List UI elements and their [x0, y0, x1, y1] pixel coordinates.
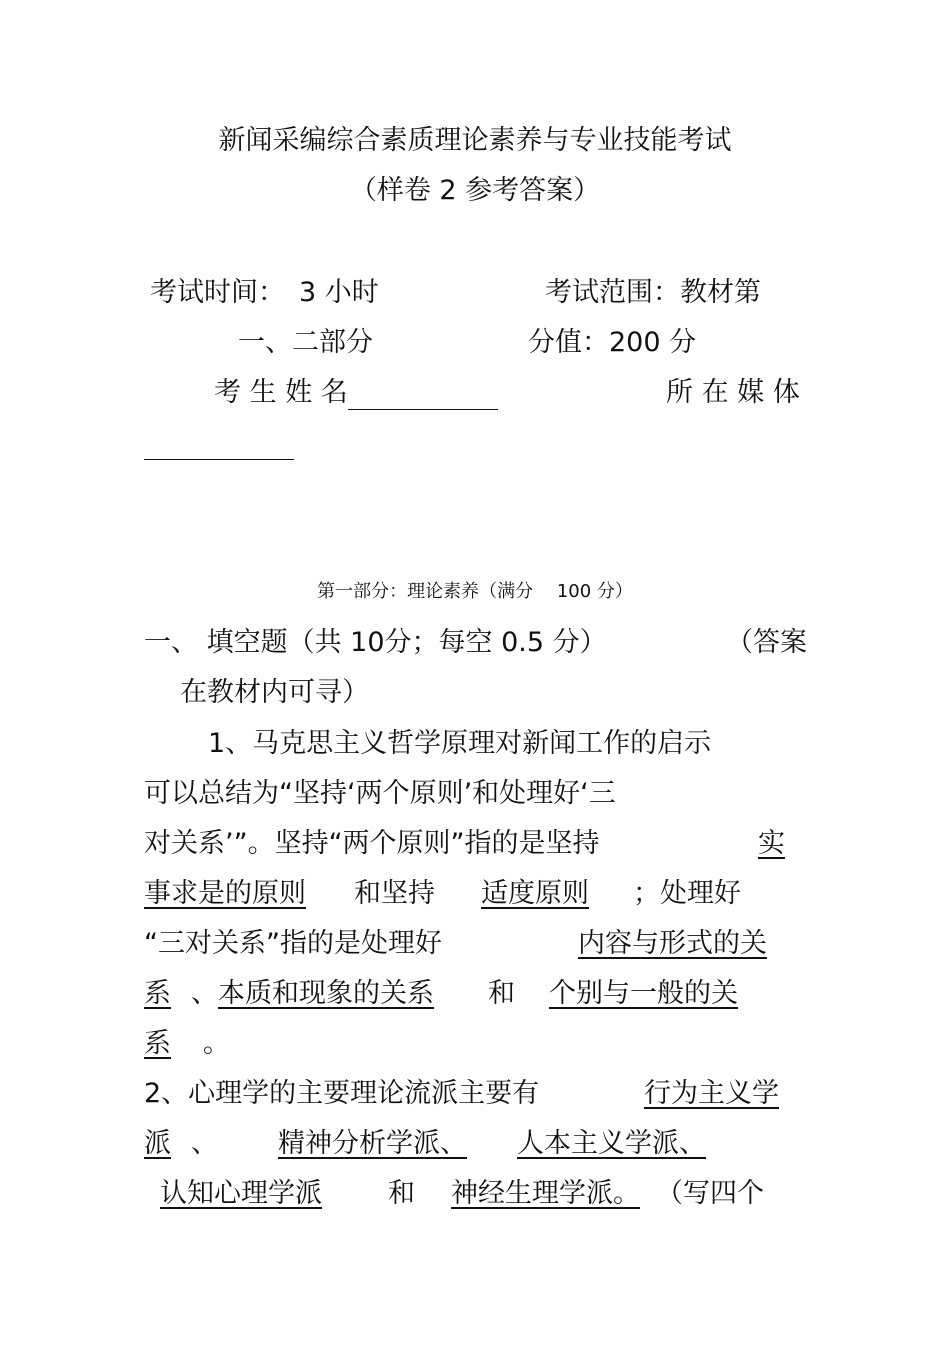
q1-text: 对关系’”。坚持“两个原则”指的是坚持: [144, 828, 600, 859]
document-subtitle: （样卷 2 参考答案）: [349, 175, 601, 206]
q1-line-8: 系 。: [144, 1028, 230, 1059]
q1-text: ；处理好: [633, 878, 741, 909]
answer-blank: 适度原则: [481, 878, 589, 909]
q2-text: 和: [388, 1178, 415, 1209]
q1-text: “三对关系”指的是处理好: [144, 928, 442, 959]
part1-note-cont: 在教材内可寻）: [180, 677, 369, 708]
section-title: 第一部分：理论素养（满分 100 分）: [317, 581, 633, 602]
part1-heading: 一、 填空题（共 10分；每空 0.5 分）: [144, 627, 607, 658]
q1-text: 和: [488, 978, 515, 1009]
q2-text: （写四个: [656, 1178, 764, 1209]
q1-text: 可以总结为“坚持‘两个原则’和处理好‘三: [144, 778, 616, 809]
exam-score-value: 200 分: [609, 327, 697, 358]
q1-line-7: 系 、本质和现象的关系 和 个别与一般的关: [144, 977, 744, 1011]
q1-text: 1、马克思主义哲学原理对新闻工作的启示: [208, 728, 712, 759]
answer-blank: 人本主义学派、: [517, 1128, 706, 1159]
answer-blank: 实: [758, 828, 785, 859]
q1-answer-1: [758, 827, 785, 861]
exam-score-label: 分值：: [528, 327, 609, 358]
q2-text: 2、心理学的主要理论流派主要有: [144, 1078, 540, 1109]
exam-time-value: 3 小时: [299, 277, 379, 308]
part1-note: （答案: [726, 627, 807, 658]
answer-blank: 系: [144, 978, 171, 1009]
candidate-name-label: 考 生 姓 名: [214, 377, 348, 408]
answer-blank: 精神分析学派、: [278, 1128, 467, 1159]
exam-scope: [545, 276, 761, 310]
answer-blank: 事求是的原则: [144, 878, 306, 909]
exam-scope-label: 考试范围：: [545, 277, 680, 308]
answer-blank: 行为主义学: [644, 1078, 779, 1109]
media-field: [144, 426, 294, 460]
media-label: 所 在 媒 体: [666, 377, 800, 408]
answer-blank: 系: [144, 1028, 171, 1059]
exam-time-label: 考试时间：: [150, 277, 285, 308]
q2-line-3: [160, 1177, 764, 1211]
media-blank[interactable]: [144, 429, 294, 460]
exam-scope-value: 教材第: [680, 277, 761, 308]
answer-blank: 神经生理学派。: [451, 1178, 640, 1209]
answer-blank: 本质和现象的关系: [218, 978, 434, 1009]
exam-score: [528, 326, 696, 360]
exam-time: [150, 276, 379, 310]
answer-blank: 个别与一般的关: [549, 978, 738, 1009]
document-title: 新闻采编综合素质理论素养与专业技能考试: [218, 125, 732, 156]
q1-line-5: [144, 877, 741, 911]
answer-blank: 认知心理学派: [160, 1178, 322, 1209]
q2-answer-1: [626, 1077, 789, 1111]
candidate-name-field: [214, 376, 498, 410]
candidate-name-blank[interactable]: [348, 379, 498, 410]
exam-scope-cont: 一、二部分: [238, 327, 373, 358]
answer-blank: 内容与形式的关: [578, 928, 767, 959]
answer-blank: 派: [144, 1128, 171, 1159]
q1-text: 和坚持: [354, 878, 435, 909]
q2-line-2: 派 、 精神分析学派、 人本主义学派、: [144, 1128, 706, 1159]
q1-answer-3: [558, 927, 773, 961]
